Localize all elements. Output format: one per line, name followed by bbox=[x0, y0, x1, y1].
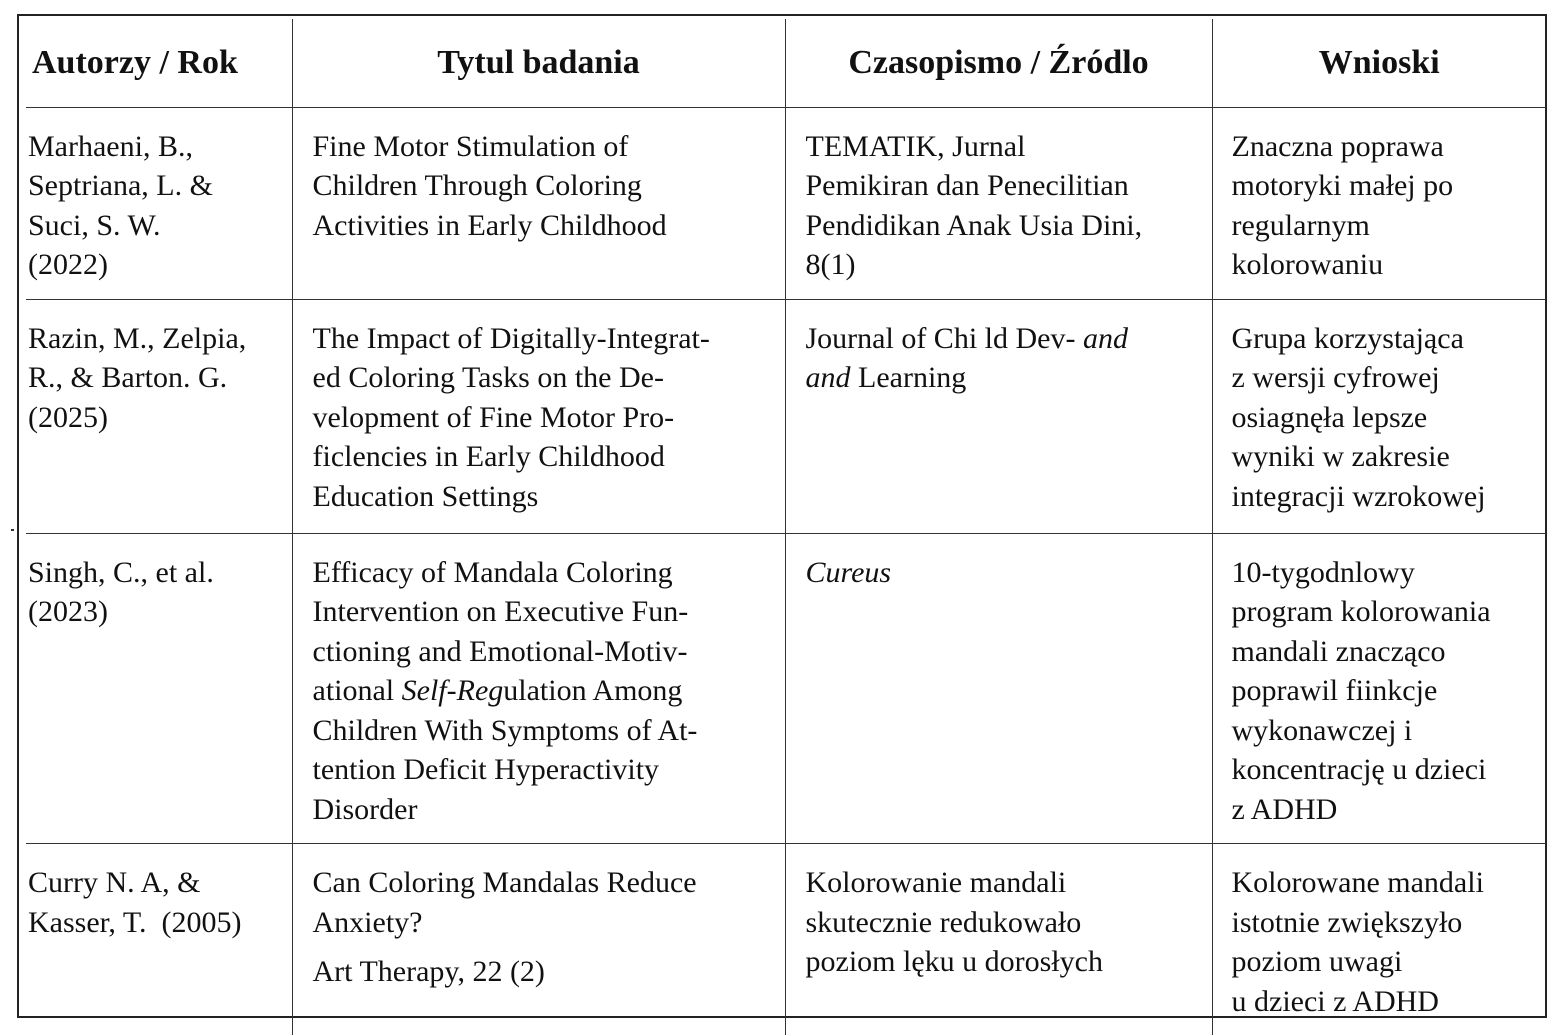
cell-line: ctioning and Emotional-Motiv- bbox=[313, 632, 775, 672]
cell-line: u dzieci z ADHD bbox=[1232, 982, 1541, 1022]
cell-line: (2022) bbox=[28, 245, 286, 285]
italic-run: and bbox=[806, 361, 851, 394]
cell-line: ficlencies in Early Childhood bbox=[313, 437, 775, 477]
italic-run: and bbox=[1083, 322, 1128, 355]
literature-review-table bbox=[26, 19, 1546, 1035]
cell-line: Disorder bbox=[313, 790, 775, 830]
cell-conclusions bbox=[1212, 107, 1546, 299]
cell-line: Activities in Early Childhood bbox=[313, 206, 775, 246]
cell-line: Art Therapy, 22 (2) bbox=[313, 952, 775, 992]
header-authors: Autorzy / Rok bbox=[26, 19, 292, 107]
cell-line: Anxiety? bbox=[313, 903, 775, 943]
cell-source bbox=[785, 533, 1212, 844]
cell-line: (2025) bbox=[28, 398, 286, 438]
cell-line: program kolorowania bbox=[1232, 592, 1541, 632]
cell-line: Cureus bbox=[806, 553, 1202, 593]
cell-line: 10-tygodnlowy bbox=[1232, 553, 1541, 593]
cell-conclusions bbox=[1212, 844, 1546, 1035]
cell-line: Curry N. A, & bbox=[28, 863, 286, 903]
cell-line: Singh, C., et al. bbox=[28, 553, 286, 593]
cell-line bbox=[806, 319, 1202, 359]
cell-line: ed Coloring Tasks on the De- bbox=[313, 358, 775, 398]
cell-line: Pendidikan Anak Usia Dini, bbox=[806, 206, 1202, 246]
text-run: ulation Among bbox=[503, 674, 682, 707]
cell-source bbox=[785, 299, 1212, 533]
cell-line: 8(1) bbox=[806, 245, 1202, 285]
cell-line: istotnie zwiększyło bbox=[1232, 903, 1541, 943]
cell-line: (2023) bbox=[28, 592, 286, 632]
cell-line: Pemikiran dan Penecilitian bbox=[806, 166, 1202, 206]
cell-line: Intervention on Executive Fun- bbox=[313, 592, 775, 632]
cell-line: Kolorowane mandali bbox=[1232, 863, 1541, 903]
header-conclusions: Wnioski bbox=[1212, 19, 1546, 107]
cell-line: osiagnęła lepsze bbox=[1232, 398, 1541, 438]
cell-line: motoryki małej po bbox=[1232, 166, 1541, 206]
cell-source bbox=[785, 844, 1212, 1035]
cell-line: Kolorowanie mandali bbox=[806, 863, 1202, 903]
header-source: Czasopismo / Źródlo bbox=[785, 19, 1212, 107]
text-run: ational bbox=[313, 674, 402, 707]
cell-conclusions bbox=[1212, 533, 1546, 844]
cell-line: poprawil fiinkcje bbox=[1232, 671, 1541, 711]
cell-line: integracji wzrokowej bbox=[1232, 477, 1541, 517]
cell-line: Children Through Coloring bbox=[313, 166, 775, 206]
cell-title bbox=[292, 299, 785, 533]
cell-line: z ADHD bbox=[1232, 790, 1541, 830]
cell-source bbox=[785, 107, 1212, 299]
cell-line: wyniki w zakresie bbox=[1232, 437, 1541, 477]
cell-line: Marhaeni, B., bbox=[28, 127, 286, 167]
cell-line: wykonawczej i bbox=[1232, 711, 1541, 751]
italic-run: Self-Reg bbox=[402, 674, 504, 707]
cell-line: skutecznie redukowało bbox=[806, 903, 1202, 943]
cell-line: Can Coloring Mandalas Reduce bbox=[313, 863, 775, 903]
table-row bbox=[26, 533, 1546, 844]
cell-line: velopment of Fine Motor Pro- bbox=[313, 398, 775, 438]
cell-line: z wersji cyfrowej bbox=[1232, 358, 1541, 398]
cell-line: kolorowaniu bbox=[1232, 245, 1541, 285]
cell-line: Efficacy of Mandala Coloring bbox=[313, 553, 775, 593]
cell-line: Kasser, T. (2005) bbox=[28, 903, 286, 943]
cell-authors bbox=[26, 844, 292, 1035]
cell-authors bbox=[26, 533, 292, 844]
header-row bbox=[26, 19, 1546, 107]
cell-line: Grupa korzystająca bbox=[1232, 319, 1541, 359]
cell-authors bbox=[26, 107, 292, 299]
cell-title bbox=[292, 533, 785, 844]
cell-line bbox=[313, 671, 775, 711]
cell-line: poziom lęku u dorosłych bbox=[806, 942, 1202, 982]
cell-line: Education Settings bbox=[313, 477, 775, 517]
cell-line: poziom uwagi bbox=[1232, 942, 1541, 982]
text-run: Journal of Chi ld Dev- bbox=[806, 322, 1083, 355]
cell-line bbox=[806, 358, 1202, 398]
cell-line: Children With Symptoms of At- bbox=[313, 711, 775, 751]
cell-line: Znaczna poprawa bbox=[1232, 127, 1541, 167]
table-row bbox=[26, 107, 1546, 299]
cell-title bbox=[292, 844, 785, 1035]
cell-line: Fine Motor Stimulation of bbox=[313, 127, 775, 167]
cell-line: regularnym bbox=[1232, 206, 1541, 246]
header-title: Tytul badania bbox=[292, 19, 785, 107]
cell-authors bbox=[26, 299, 292, 533]
cell-line: koncentrację u dzieci bbox=[1232, 750, 1541, 790]
cell-line: TEMATIK, Jurnal bbox=[806, 127, 1202, 167]
stray-mark bbox=[11, 529, 14, 531]
cell-line: Suci, S. W. bbox=[28, 206, 286, 246]
cell-line: Razin, M., Zelpia, bbox=[28, 319, 286, 359]
cell-line: tention Deficit Hyperactivity bbox=[313, 750, 775, 790]
cell-conclusions bbox=[1212, 299, 1546, 533]
table-row bbox=[26, 299, 1546, 533]
cell-title bbox=[292, 107, 785, 299]
cell-line: mandali znacząco bbox=[1232, 632, 1541, 672]
cell-line: Septriana, L. & bbox=[28, 166, 286, 206]
table-row bbox=[26, 844, 1546, 1035]
cell-line: R., & Barton. G. bbox=[28, 358, 286, 398]
cell-line: The Impact of Digitally-Integrat- bbox=[313, 319, 775, 359]
text-run: Learning bbox=[851, 361, 967, 394]
